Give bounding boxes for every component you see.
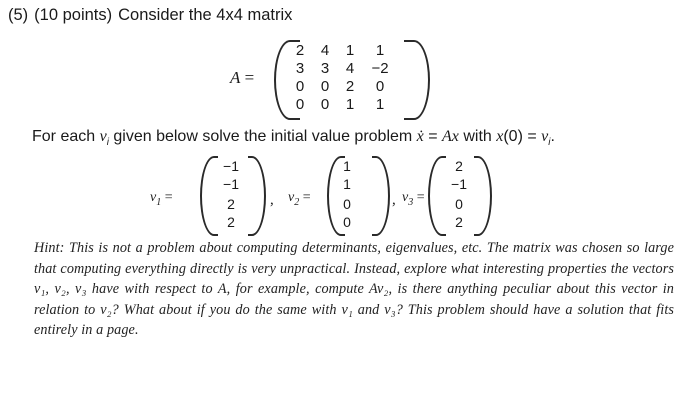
intro-text: given below solve the initial value problem [108,128,417,145]
vector-entry: 2 [227,196,235,212]
matrix-cell: 3 [320,60,330,77]
matrix-cell: 0 [320,96,330,113]
matrix-name: A [230,68,241,87]
problem-header [8,6,292,25]
intro-line [32,128,555,148]
vector-v1-label: $v_1$ = [150,190,173,208]
matrix-cell: 3 [295,60,305,77]
v3-right-paren [474,156,492,236]
intro-var: x [496,128,504,145]
vector-entry: 1 [343,176,351,192]
intro-var: v [99,128,107,145]
v1-right-paren [248,156,266,236]
vector-separator: , [270,192,274,208]
vector-separator: , [392,192,396,208]
vector-entry: 0 [343,214,351,230]
matrix-cell: 1 [345,42,355,59]
matrix-cell: 0 [375,78,385,95]
vector-entry: 0 [343,196,351,212]
hint-paragraph [34,238,674,341]
problem-statement: Consider the 4x4 matrix [118,6,293,24]
vector-entry: −1 [223,176,239,192]
intro-text: = [423,128,443,145]
vector-v3-label: $v_3$ = [402,190,425,208]
vector-entry: 1 [343,158,351,174]
vector-entry: −1 [223,158,239,174]
matrix-cell: 2 [295,42,305,59]
matrix-lhs [230,68,254,88]
hint-text: This is not a problem about computing determinants, eigenvalues, etc. The matrix was chosen so large that computing everything directly is very unpractical. Instead, explore what interesting properties the vectors v₁, v₂, v₃ have with respect to A, for example, compute Av₂, is there anything peculiar about this vector in relation to v₂? What about if you do the same with v₁ and v₃? This problem should have a solution that fits entirely in a page. [34,240,674,338]
matrix-cell: 4 [320,42,330,59]
matrix-cell: 0 [295,96,305,113]
intro-var: ẋ [416,128,424,145]
vector-entry: 2 [227,214,235,230]
right-paren [404,40,430,120]
matrix-equals: = [244,68,255,87]
problem-points: (10 points) [34,6,113,24]
vector-entry: 2 [455,158,463,174]
matrix-cell: −2 [371,60,389,77]
intro-sub: i [548,137,551,149]
vector-v2-label: $v_2$ = [288,190,311,208]
intro-var: v [541,128,549,145]
matrix-cell: 2 [345,78,355,95]
vector-entry: 0 [455,196,463,212]
intro-text: For each [32,128,100,145]
matrix-cell: 1 [375,42,385,59]
matrix-cell: 0 [295,78,305,95]
hint-label: Hint: [34,240,65,256]
vector-entry: 2 [455,214,463,230]
intro-sub: i [106,137,109,149]
intro-text: (0) = [503,128,542,145]
problem-number: (5) [8,6,29,24]
matrix-cell: 1 [375,96,385,113]
vector-entry: −1 [451,176,467,192]
matrix-cell: 4 [345,60,355,77]
intro-text: . [550,128,555,145]
intro-text: with [458,128,497,145]
matrix-cell: 0 [320,78,330,95]
v2-right-paren [372,156,390,236]
matrix-cell: 1 [345,96,355,113]
intro-var: Ax [442,128,459,145]
